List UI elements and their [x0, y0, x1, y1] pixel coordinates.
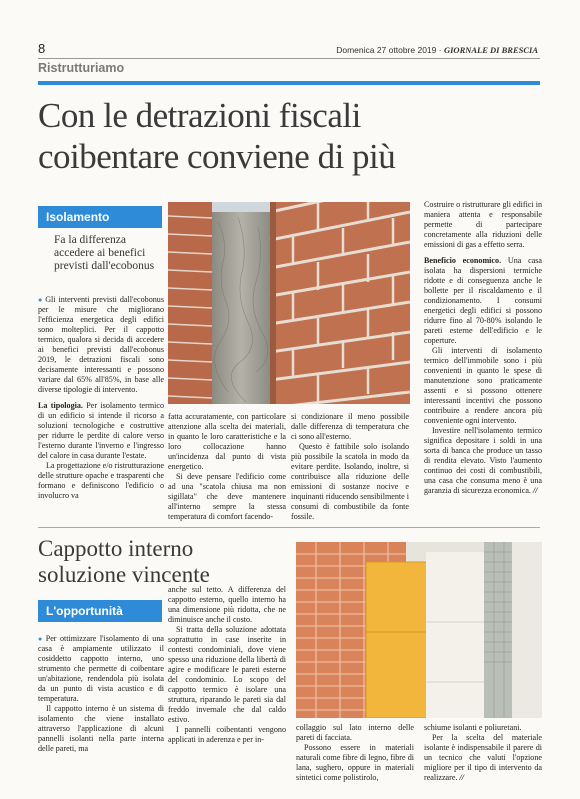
article2-column-1	[38, 634, 164, 754]
page-number: 8	[38, 41, 46, 56]
paragraph: Il cappotto interno è un sistema di isolamento che viene installato attraverso l'applicazione di alcuni pannelli isolanti nella parte interna delle pareti, ma	[38, 704, 164, 753]
page-dateline	[336, 45, 538, 55]
article2-column-2	[168, 585, 286, 745]
headline-line: Cappotto interno	[38, 536, 194, 561]
paragraph-text: Gli interventi previsti dall'ecobonus per le misure che migliorano l'efficienza energetica degli edifici sono molteplici. Per il cappotto termico, qualora si decida di accedere ai benefici previsti dall'ecobonus 2019, le detrazioni fiscali sono decisamente interessanti e possono variare dal 65% all'85%, in base alle diverse tipologie di intervento.	[38, 295, 164, 394]
article1-headline	[38, 95, 538, 177]
paragraph: fatta accuratamente, con particolare attenzione alla scelta dei materiali, in quanto le loro caratteristiche e la loro collocazione hanno un'incidenza dal punto di vista energetico.	[168, 412, 286, 471]
end-mark: //	[459, 773, 464, 782]
paragraph	[38, 401, 164, 461]
headline-line: coibentare conviene di più	[38, 137, 396, 176]
paragraph: anche sul tetto. A differenza del cappotto esterno, quello interno ha una dimensione più ridotta, che ne diminuisce anche il costo.	[168, 585, 286, 624]
paragraph	[424, 256, 542, 346]
paragraph-text: Per ottimizzare l'isolamento di una casa è ampiamente utilizzato il cosiddetto cappotto interno, uno strumento che permette di coibentare un'abitazione, rendendola più isolata da un punto di vista acustico e di temperatura.	[38, 634, 164, 703]
section-label: Ristrutturiamo	[38, 61, 125, 75]
paragraph: Si tratta della soluzione adottata soprattutto in case inserite in contesti condominiali, dove viene spesso una riduzione della libertà di agire e modificare le pareti esterne del condominio. Lo scopo del cappotto termico è isolare una struttura, riparando le pareti sia dal freddo invernale che dal caldo estivo.	[168, 625, 286, 724]
paragraph: Si deve pensare l'edificio come ad una "scatola chiusa ma non sigillata" che deve mantenere all'interno sempre la stessa temperatura di comfort facendo-	[168, 472, 286, 521]
bullet-icon: ●	[38, 635, 44, 643]
accent-rule	[38, 81, 540, 85]
article1-column-2	[168, 412, 286, 522]
article1-column-4	[424, 200, 542, 496]
insulation-panels-image	[296, 542, 542, 718]
article1-subhead: Fa la differenza accedere ai benefici previsti dall'ecobonus	[54, 234, 155, 272]
article2-tag: L'opportunità	[38, 600, 162, 622]
article2-column-4	[424, 723, 542, 783]
paragraph: collaggio sul lato interno delle pareti di facciata.	[296, 723, 414, 742]
paragraph	[38, 295, 164, 395]
newspaper-name: GIORNALE DI BRESCIA	[443, 45, 538, 55]
brick-wall-insulation-photo	[168, 202, 410, 404]
article2-headline	[38, 536, 288, 588]
article2-column-3	[296, 723, 414, 783]
separator: ·	[438, 45, 442, 55]
date: Domenica 27 ottobre 2019	[336, 45, 437, 55]
article1-tag: Isolamento	[38, 206, 162, 228]
headline-line: Con le detrazioni fiscali	[38, 96, 361, 135]
brick-wall-image	[168, 202, 410, 404]
paragraph: si condizionare il meno possibile dalle differenza di temperatura che ci sono all'esterno.	[291, 412, 409, 441]
paragraph-text: Per isolamento termico di un edificio si intende il ricorso a soluzioni tecnologiche e costruttive per ridurre le perdite di calore verso l'esterno durante l'inverno e l'ingresso del calore in casa durante l'estate.	[38, 401, 165, 460]
bullet-icon: ●	[38, 296, 44, 304]
paragraph: schiume isolanti e poliuretani.	[424, 723, 522, 732]
header-rule	[38, 58, 540, 59]
article1-column-3	[291, 412, 409, 522]
paragraph: Possono essere in materiali naturali come fibre di legno, fibre di lana, sughero, oppure in materiali sintetici come polistirolo,	[296, 743, 414, 782]
paragraph-lead: Beneficio economico.	[424, 256, 502, 265]
paragraph: I pannelli coibentanti vengono applicati in aderenza e per in-	[168, 725, 286, 744]
paragraph	[424, 426, 542, 496]
paragraph	[424, 733, 542, 783]
paragraph	[38, 634, 164, 704]
article-separator	[38, 527, 540, 528]
headline-line: soluzione vincente	[38, 562, 210, 587]
end-mark: //	[533, 486, 538, 495]
paragraph: Costruire o ristrutturare gli edifici in maniera attenta e responsabile permette di partecipare concretamente alla riduzioni delle emissioni di gas a effetto serra.	[424, 200, 543, 249]
paragraph-lead: La tipologia.	[38, 401, 83, 410]
insulation-panels-photo	[296, 542, 542, 718]
paragraph: Questo è fattibile solo isolando più possibile la scatola in modo da evitare perdite. Isolando, inoltre, si contribuisce alla riduzione delle emissioni di sostanze nocive e inquinanti riducendo sensibilmente i consumi di combustibile da fonte fossile.	[291, 442, 410, 521]
paragraph-text: Investire nell'isolamento termico significa depositare i soldi in una sorta di banca che produce un tasso di rendita elevato. Visto l'aumento continuo dei costi di combustibili, una casa che consuma meno è una garanzia di sicurezza economica.	[424, 426, 542, 495]
article1-column-1	[38, 295, 164, 501]
paragraph: Gli interventi di isolamento termico dell'immobile sono i più convenienti in quanto le spese di manutenzione sono praticamente assenti e si possono ottenere interessanti incentivi che possono contribuire a rendere ancora più conveniente ogni intervento.	[424, 346, 542, 425]
paragraph-text: Una casa isolata ha dispersioni termiche ridotte e di conseguenza anche le bollette per il riscaldamento e il condizionamento. I consumi energetici degli edifici si possono ridurre fino al 70-80% isolando le pareti esterne dell'edificio e le coperture.	[424, 256, 542, 345]
paragraph: La progettazione e/o ristrutturazione delle strutture opache e trasparenti che formano e definiscono l'edificio o involucro va	[38, 461, 164, 500]
paragraph-text: Per la scelta del materiale isolante è indispensabile il parere di un tecnico che valuti l'opzione migliore per il tipo di intervento da realizzare.	[424, 733, 542, 782]
